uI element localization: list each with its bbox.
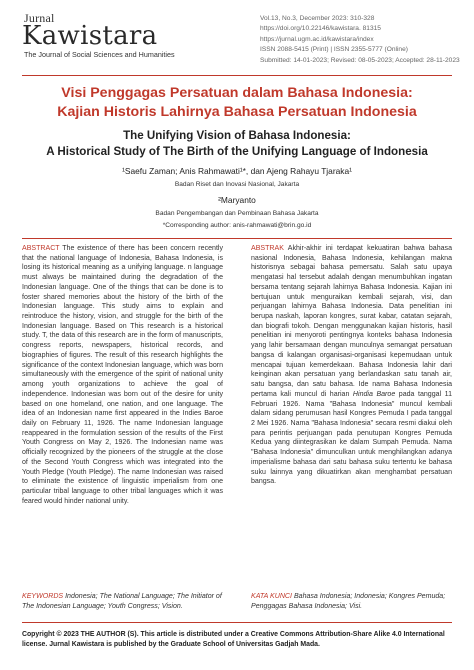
footer-line1: Copyright © 2023 THE AUTHOR (S). This article is distributed under a Creative Commons Attribution-Share Alike 4.0 International — [22, 631, 445, 638]
title-english-line1: The Unifying Vision of Bahasa Indonesia: — [123, 129, 351, 142]
title-english-line2: A Historical Study of The Birth of the Unifying Language of Indonesia — [46, 145, 428, 158]
keywords-label: KEYWORDS — [22, 593, 64, 600]
journal-logo — [22, 12, 175, 59]
abstract-indonesian-text-1: Akhir-akhir ini terdapat kekuatiran bahwa bahasa nasional Indonesia, Bahasa Indonesia, kehilangan makna historisnya sebagai bahasa pemersatu. Salah satu upaya mengatasi hal tersebut adalah dengan menumbuhkan ingatan bersama tentang sejarah lahirnya Bahasa Indonesia. Kajian ini bertujuan untuk menguraikan kembali sejarah, visi, dan perjuangan lahirnya Bahasa Indonesia. Data penelitian ini berupa naskah, laporan kongres, surat kabar, catatan sejarah, dan biografi tokoh. Dengan menggunakan kajian historis, hasil penelitian ini menyoroti pentingnya konteks bahasa Indonesia yang lahir bersamaan dengan munculnya semangat persatuan bangsa di kalangan organisasi-organisasi kepemudaan untuk mencapai tujuan kemerdekaan. Bahasa Indonesia lahir dari keinginan akan persatuan yang berlandaskan satu tanah air, satu bangsa, dan satu bahasa. Ide nama Bahasa Indonesia pertama kali muncul di harian — [251, 245, 452, 398]
title-indonesian-line1: Visi Penggagas Persatuan dalam Bahasa Indonesia: — [61, 85, 413, 101]
journal-subtitle: The Journal of Social Sciences and Humanities — [24, 50, 175, 59]
institution-2: Badan Pengembangan dan Pembinaan Bahasa Jakarta — [155, 210, 319, 217]
meta-issn: ISSN 2088-5415 (Print) | ISSN 2355-5777 (Online) — [260, 46, 408, 54]
abstract-indonesian-text-2: pada tanggal 11 Februari 1926. Nama "Bahasa Indonesia" muncul kembali dalam sidang perumusan hasil Kongres Pemuda I pada tanggal 2 Mei 1926. Nama "Bahasa Indonesia" secara resmi diakui oleh para perintis perjuangan pada penutupan Kongres Pemuda Kedua yang diintegrasikan ke dalam Sumpah Pemuda. Nama "Bahasa Indonesia" dimunculkan untuk menghilangkan adanya imperialisme bahasa dari satu bahasa suku tertentu ke bahasa suku lainnya yang dikuatirkan akan menghambat persatuan bangsa. — [251, 390, 452, 486]
title-indonesian-line2: Kajian Historis Lahirnya Bahasa Persatuan Indonesia — [57, 104, 417, 120]
abstract-english — [22, 244, 223, 506]
institution-1: Badan Riset dan Inovasi Nasional, Jakarta — [174, 181, 300, 188]
article-meta — [260, 14, 460, 66]
keywords-english-text: Indonesia; The National Language; The Initiator of The Indonesian Language; Youth Congress; Vision. — [22, 593, 222, 610]
kata-kunci-label: KATA KUNCI — [251, 593, 292, 600]
copyright-footer — [22, 630, 452, 649]
meta-volume: Vol.13, No.3, December 2023: 310-328 — [260, 15, 375, 22]
logo-kawistara-text: Kawistara — [22, 21, 158, 51]
author-list-1: ¹Saefu Zaman; Anis Rahmawati¹*, dan Ajeng Rahayu Tjaraka¹ — [122, 166, 352, 176]
keywords-english — [22, 592, 223, 611]
abstract-indonesian — [251, 244, 452, 487]
meta-dates: Submitted: 14-01-2023; Revised: 08-05-2023; Accepted: 28-11-2023 — [260, 56, 460, 64]
keywords-indonesian-text: Bahasa Indonesia; Indonesia; Kongres Pemuda; Penggagas Bahasa Indonesia; Visi. — [251, 593, 446, 610]
abstract-label: ABSTRACT — [22, 245, 60, 252]
author-list-2: ²Maryanto — [218, 195, 256, 205]
abstract-english-text: The existence of there has been concern recently that the national language of Indonesia, Bahasa Indonesia, is losing its historical meaning as a unifying language. n language must always be maintained during the degradation of the Indonesian language. One of the things that can be done is to foster shared memories about the history of the birth of the Indonesian language. This study aims to explain and reintroduce the history, vision, and struggle for the birth of the Indonesian language. Based on This research is a historical study. T, the data of this research are in the form of manuscripts, congress reports, newspapers, historical records, and biographies of figures. The result of this research highlights the significance of the context Indonesian language, which was born simultaneously with the emergence of the spirit of national unity among youth organizations to achieve the goal of independence. Indonesian was born out of the desire for unity based on one homeland, one nation, and one language. The idea of an Indonesian name first appeared in the Indies Baroe daily on February 11, 1926. The name Indonesian language reappeared in the formulation session of the results of the First Youth Congress on May 2, 1926. The Indonesian name was officially recognized by the pioneers of the struggle at the close of the Second Youth Congress which was integrated into the Youth Pledge (Youth Pledge). The name Indonesian was raised to eliminate the existence of linguistic imperialism from one particular tribal language to other tribal languages which it was feared would hinder national unity. — [22, 245, 223, 505]
abstrak-label: ABSTRAK — [251, 245, 284, 252]
corresponding-author: *Corresponding author: anis-rahmawati@brin.go.id — [162, 222, 312, 229]
footer-divider — [22, 622, 452, 623]
meta-url[interactable]: https://jurnal.ugm.ac.id/kawistara/index — [260, 35, 374, 43]
title-indonesian — [22, 84, 452, 122]
journal-header — [0, 0, 474, 74]
abstract-indonesian-italic: Hindia Baroe — [352, 390, 396, 398]
meta-doi[interactable]: https://doi.org/10.22146/kawistara. 81315 — [260, 25, 381, 33]
abstract-divider — [22, 238, 452, 239]
footer-line2: license. Jurnal Kawistara is published by the Graduate School of Universitas Gadjah Mada. — [22, 640, 320, 648]
title-english — [22, 128, 452, 160]
logo-jurnal-text: Jurnal — [24, 11, 55, 25]
header-divider — [22, 75, 452, 76]
keywords-indonesian — [251, 592, 452, 611]
